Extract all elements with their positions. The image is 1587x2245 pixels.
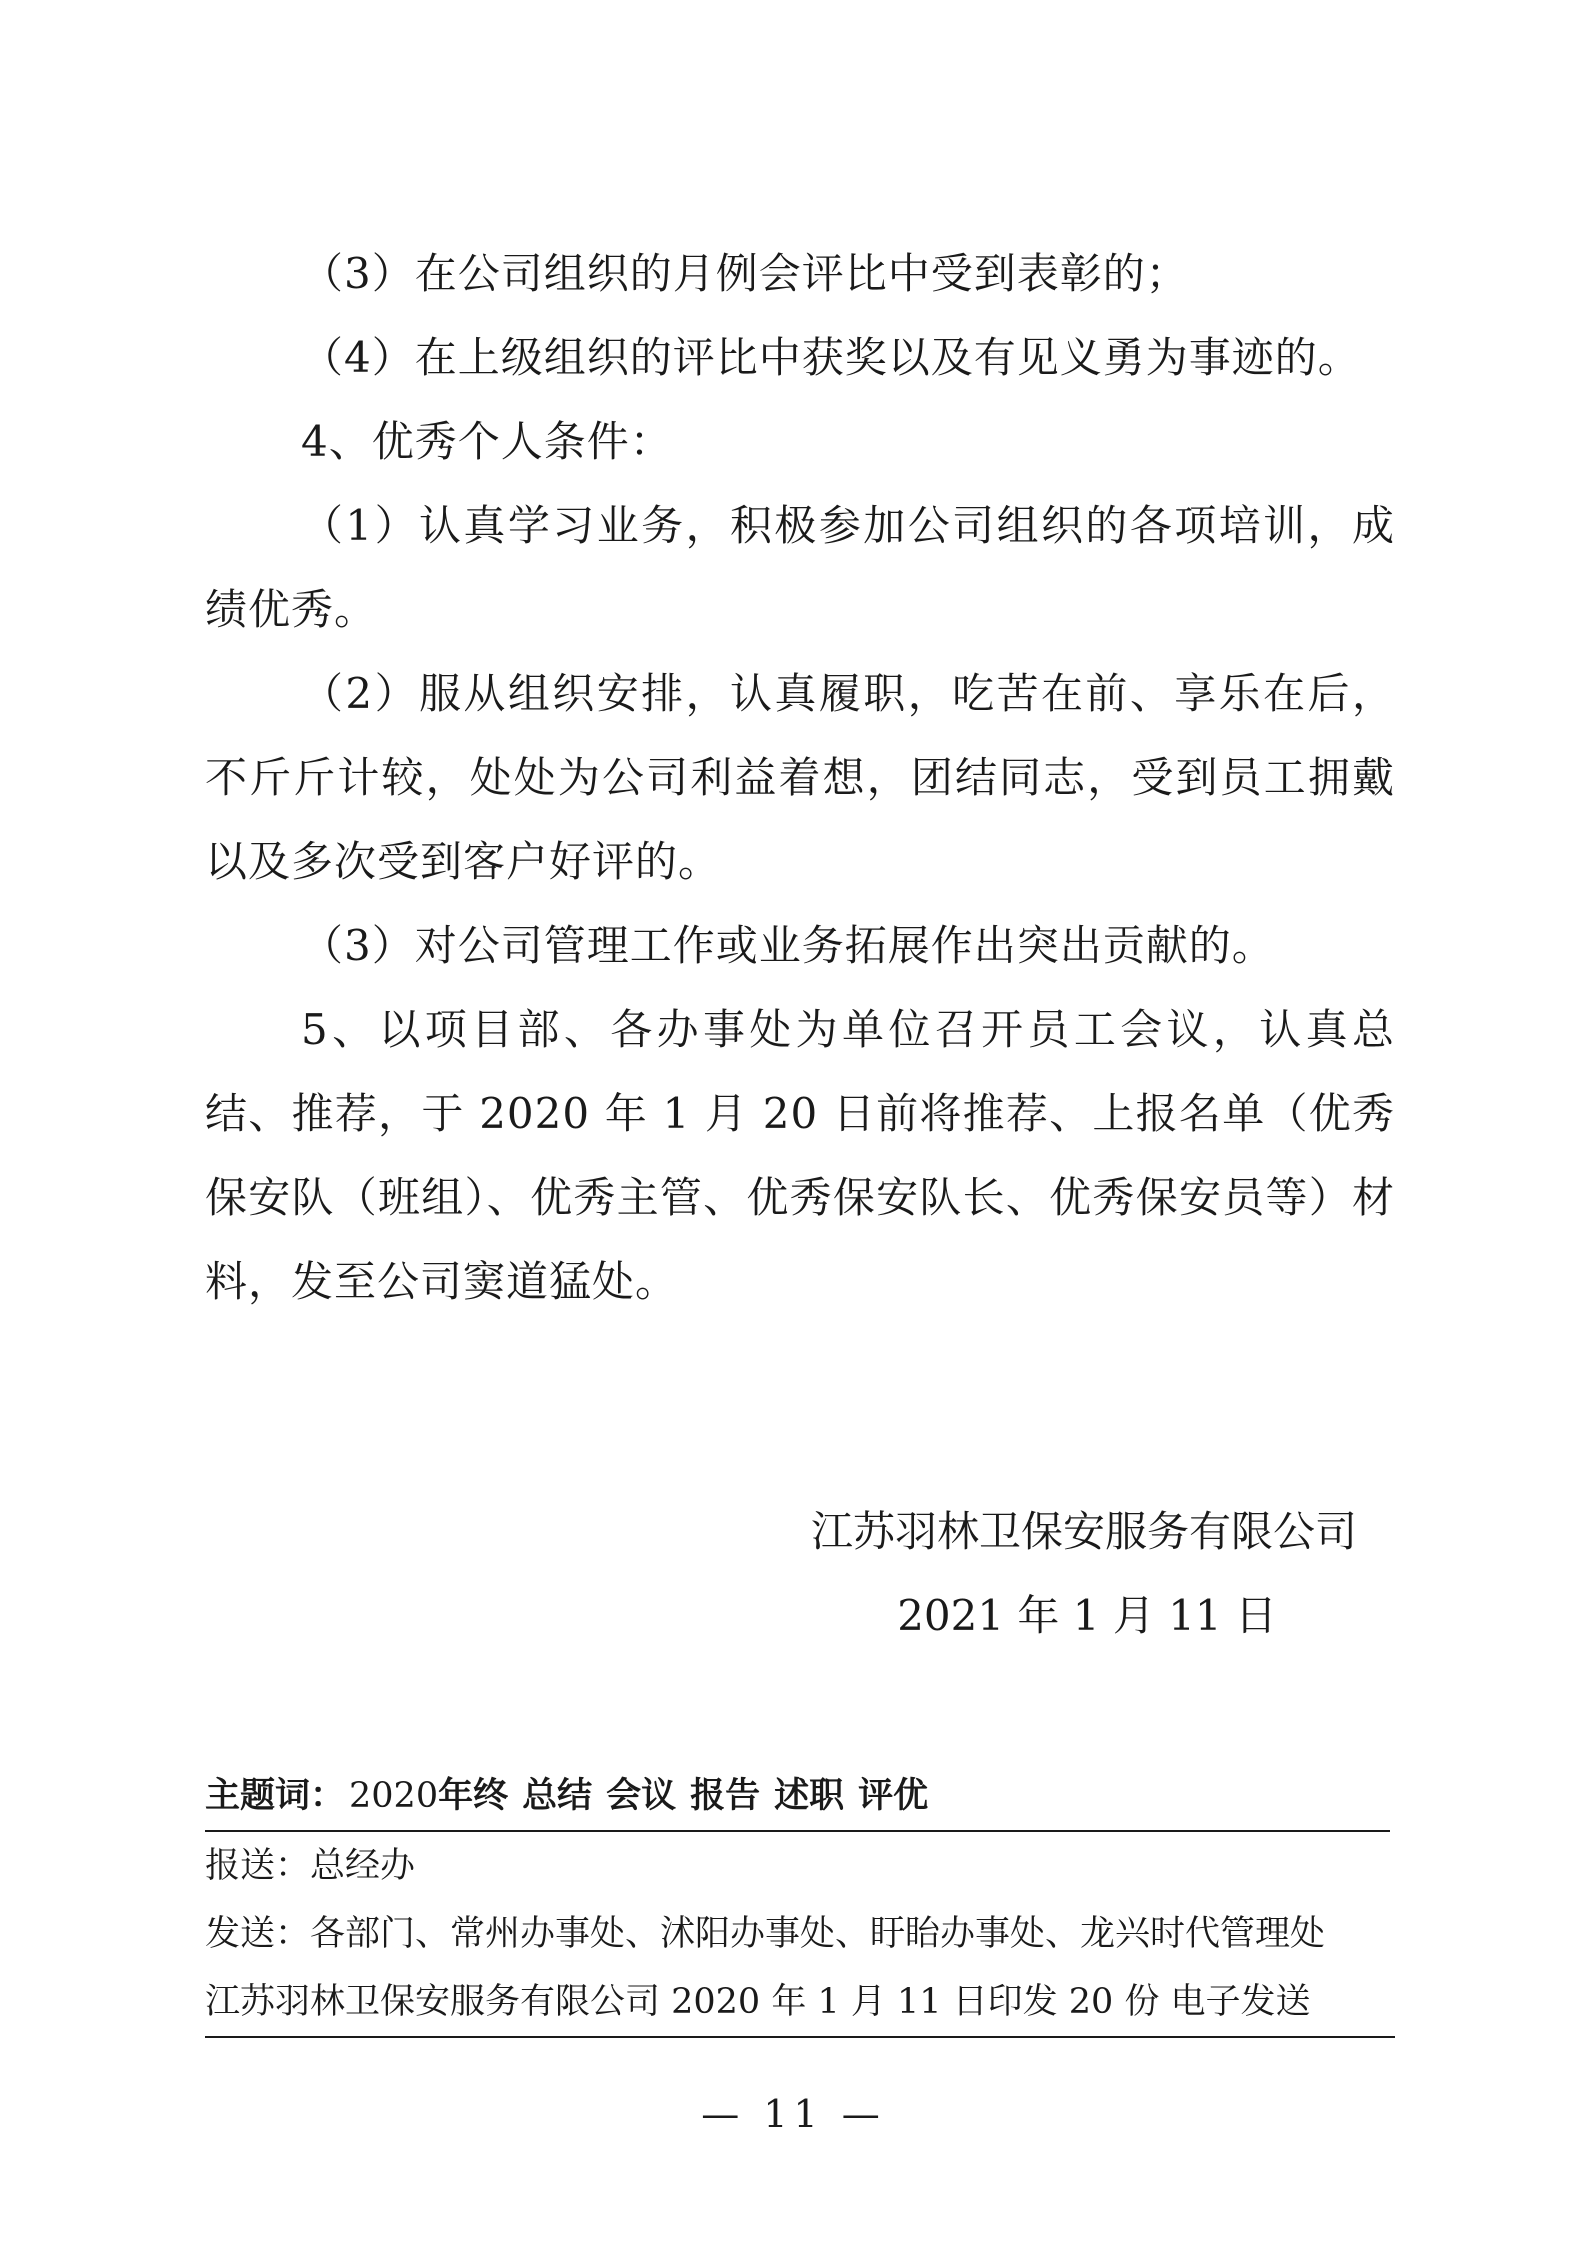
print-info-line: 江苏羽林卫保安服务有限公司 2020 年 1 月 11 日印发 20 份 电子发送 [205, 1968, 1395, 2038]
distribution-block [205, 1762, 1395, 2038]
keyword-item: 评优 [858, 1776, 929, 1816]
page-number: — 11 — [701, 2092, 886, 2136]
distribute-to-line: 发送：各部门、常州办事处、沭阳办事处、盱眙办事处、龙兴时代管理处 [205, 1914, 1326, 1954]
keyword-item: 总结 [522, 1776, 593, 1816]
paragraph-item-3-commendation: （3）在公司组织的月例会评比中受到表彰的； [301, 249, 1189, 298]
keywords-year: 2020 [349, 1776, 439, 1816]
signature-block [682, 1490, 1382, 1658]
paragraph-item-2-obey: （2）服从组织安排，认真履职，吃苦在前、享乐在后，不斤斤计较，处处为公司利益着想，团结同志，受到员工拥戴以及多次受到客户好评的。 [205, 669, 1395, 886]
paragraph-item-1-study: （1）认真学习业务，积极参加公司组织的各项培训，成绩优秀。 [205, 501, 1395, 634]
keyword-item: 年终 [438, 1776, 509, 1816]
keyword-item: 述职 [774, 1776, 845, 1816]
paragraph-item-3-contribution: （3）对公司管理工作或业务拓展作出突出贡献的。 [301, 921, 1275, 970]
signature-company: 江苏羽林卫保安服务有限公司 [810, 1507, 1357, 1556]
paragraph-section-4-heading: 4、优秀个人条件： [301, 417, 673, 466]
document-body [205, 232, 1395, 1324]
keywords-label: 主题词： [205, 1776, 346, 1816]
paragraph-item-4-award: （4）在上级组织的评比中获奖以及有见义勇为事迹的。 [301, 333, 1361, 382]
report-to-line: 报送：总经办 [205, 1846, 416, 1886]
paragraph-section-5-submission: 5、以项目部、各办事处为单位召开员工会议，认真总结、推荐，于 2020 年 1 月 20 日前将推荐、上报名单（优秀保安队（班组）、优秀主管、优秀保安队长、优秀保安员等）材料，发至公司窦道猛处。 [205, 1005, 1395, 1306]
signature-date: 2021 年 1 月 11 日 [897, 1591, 1277, 1640]
keyword-item: 会议 [606, 1776, 677, 1816]
keyword-item: 报告 [690, 1776, 761, 1816]
keywords-line [205, 1762, 1390, 1832]
